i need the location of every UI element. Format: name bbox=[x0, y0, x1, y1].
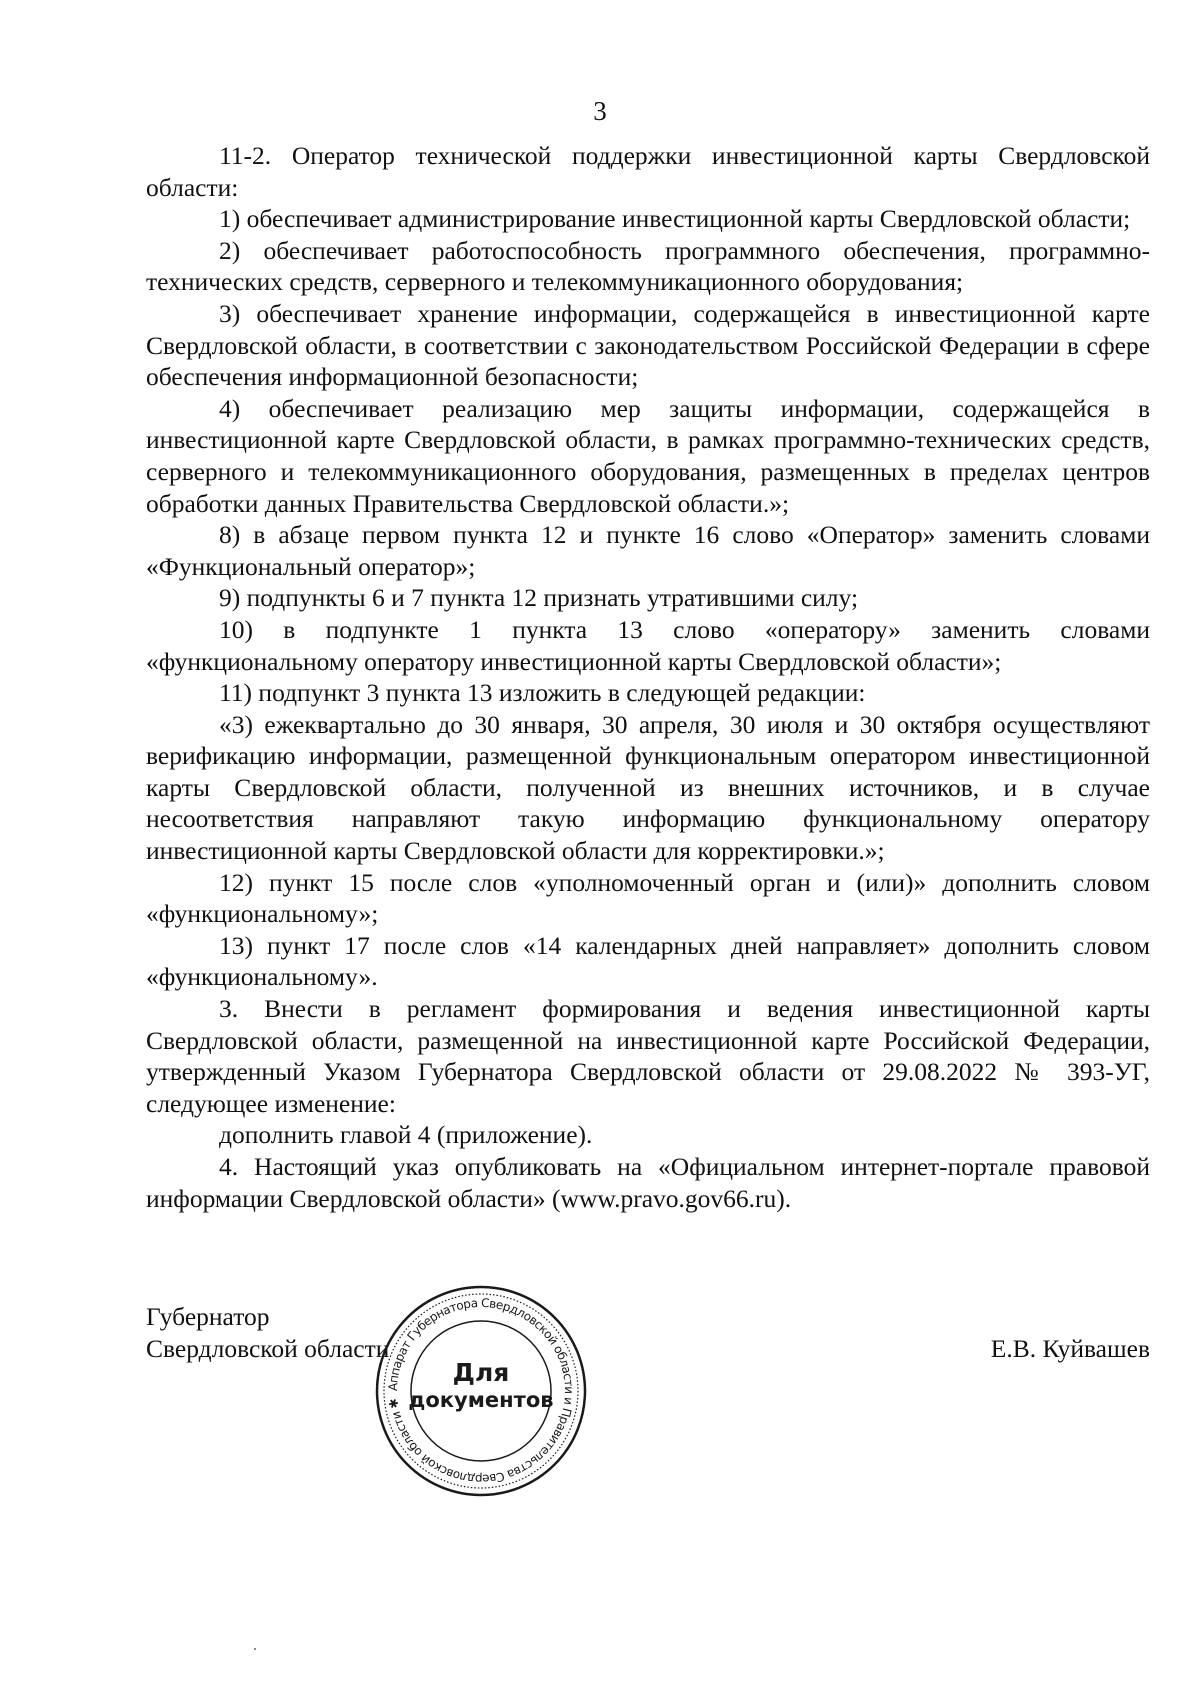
paragraph-item-2: 2) обеспечивает работоспособность программного обеспечения, программно-технических средств, серверного и телекоммуникационного оборудования; bbox=[146, 235, 1150, 297]
paragraph-item-12: 12) пункт 15 после слов «уполномоченный орган и (или)» дополнить словом «функциональному»; bbox=[146, 867, 1150, 929]
paragraph-item-4: 4) обеспечивает реализацию мер защиты информации, содержащейся в инвестиционной карте Свердловской области, в рамках программно-технических средств, серверного и телекоммуникационного оборудования, размещенных в пределах центров обработки данных Правительства Свердловской области.»; bbox=[146, 393, 1150, 518]
signatory-position bbox=[146, 1301, 389, 1364]
paragraph-11-2: 11-2. Оператор технической поддержки инвестиционной карты Свердловской области: bbox=[146, 141, 1150, 202]
stamp-center-line2: документов bbox=[408, 1388, 554, 1412]
paragraph-item-13: 13) пункт 17 после слов «14 календарных дней направляет» дополнить словом «функциональному». bbox=[146, 930, 1150, 992]
signatory-name: Е.В. Куйвашев bbox=[990, 1334, 1150, 1363]
stamp-ring-text: Аппарат Губернатора Свердловской области и Правительства Свердловской области ✱ bbox=[385, 1295, 577, 1487]
stamp-center-line1: Для bbox=[452, 1358, 510, 1387]
paragraph-item-3: 3) обеспечивает хранение информации, содержащейся в инвестиционной карте Свердловской области, в соответствии с законодательством Российской Федерации в сфере обеспечения информационной безопасности; bbox=[146, 298, 1150, 392]
paragraph-clause-3-addition: дополнить главой 4 (приложение). bbox=[219, 1120, 593, 1150]
paragraph-clause-4: 4. Настоящий указ опубликовать на «Официальном интернет-портале правовой информации Свердловской области» (www.pravo.gov66.ru). bbox=[146, 1152, 1150, 1213]
paragraph-clause-3: 3. Внести в регламент формирования и ведения инвестиционной карты Свердловской области, размещенной на инвестиционной карте Российской Федерации, утвержденный Указом Губернатора Свердловской области от 29.08.2022 № 393-УГ, следующее изменение: bbox=[146, 994, 1150, 1118]
page-number: 3 bbox=[593, 96, 607, 126]
paragraph-item-8: 8) в абзаце первом пункта 12 и пункте 16 слово «Оператор» заменить словами «Функциональный оператор»; bbox=[146, 520, 1150, 581]
signatory-position-line1: Губернатор bbox=[146, 1302, 270, 1331]
signatory-position-line2: Свердловской области bbox=[146, 1333, 390, 1363]
paragraph-item-10: 10) в подпункте 1 пункта 13 слово «оператору» заменить словами «функциональному оператору инвестиционной карты Свердловской области»; bbox=[146, 614, 1150, 676]
paragraph-item-11: 11) подпункт 3 пункта 13 изложить в следующей редакции: bbox=[219, 678, 866, 708]
paragraph-item-9: 9) подпункты 6 и 7 пункта 12 признать утратившими силу; bbox=[219, 583, 859, 613]
paragraph-quoted-3: «3) ежеквартально до 30 января, 30 апреля, 30 июля и 30 октября осуществляют верификацию информации, размещенной функциональным оператором инвестиционной карты Свердловской области, полученной из внешних источников, и в случае несоответствия направляют такую информацию функциональному оператору инвестиционной карты Свердловской области для корректировки.»; bbox=[146, 709, 1150, 866]
scan-speck bbox=[254, 1648, 256, 1650]
document-body bbox=[146, 140, 1150, 1214]
official-stamp bbox=[372, 1282, 590, 1500]
paragraph-item-1: 1) обеспечивает администрирование инвестиционной карты Свердловской области; bbox=[219, 204, 1131, 234]
